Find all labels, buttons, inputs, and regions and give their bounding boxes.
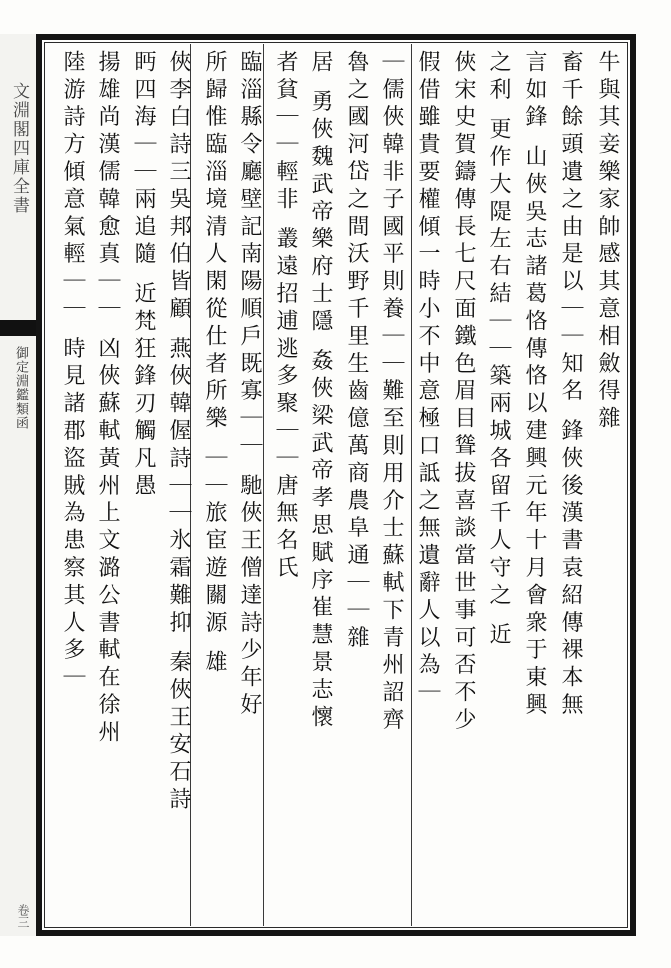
text-column: 眄四海｜｜兩追隨 近梵狂鋒刃觸凡愚 [131,50,156,501]
page-number: 卷三 [16,904,30,928]
text-column: 魯之國河岱之間沃野千里生齒億萬商農阜通｜｜雜 [344,50,369,653]
text-column: 俠李白詩三吳邦伯皆顧 燕俠韓偓詩｜｜氷霜難抑 秦俠王安石詩 [166,50,191,815]
text-column: 畜千餘頭遺之由是以｜｜知名 鋒俠後漢書袁紹傳裸本無 [558,50,583,720]
text-column: 居 勇俠魏武帝樂府士隱 姦俠梁武帝孝思賦序崔慧景志懷 [308,50,333,733]
text-column: 之利 更作大隄左右結｜｜築兩城各留千人守之 近 [486,50,511,651]
text-column: 揚雄尚漢儒韓愈真｜｜ 凶俠蘇軾黃州上文潞公書軾在徐州 [95,50,120,748]
text-column: 陸游詩方傾意氣輕｜｜ 時見諸郡盜賊為患察其人多｜ [60,50,85,693]
text-column: 牛與其妾樂家帥感其意相斂得雜 [595,50,620,434]
text-column: 言如鋒 山俠吳志諸葛恪傳恪以建興元年十月會衆于東興 [522,50,547,720]
left-margin [0,34,36,936]
text-column: ｜儒俠韓非子國平則養｜｜難至則用介士蘇軾下青州詔齊 [379,50,404,735]
text-column: 假借雖貴要權傾一時小不中意極口詆之無遺辭人以為｜ [415,50,440,708]
text-column: 者貧｜｜輕非 叢遠招逋逃多聚｜｜唐無名氏 [273,50,298,583]
fold-text: 文淵閣四庫全書 [9,82,29,215]
text-column: 臨淄縣令廳壁記南陽順戶既寡｜｜ 馳俠王僧達詩少年好 [237,50,262,720]
book-title: 御定淵鑑類函 [13,346,28,430]
text-column: 所歸惟臨淄境清人閑從仕者所樂 ｜｜旅宦遊關源 雄 [202,50,227,678]
text-column: 俠宋史賀鑄傳長七尺面鐵色眉目聳拔喜談當世事可否不少 [451,50,476,735]
fish-tail-mark [0,320,36,336]
